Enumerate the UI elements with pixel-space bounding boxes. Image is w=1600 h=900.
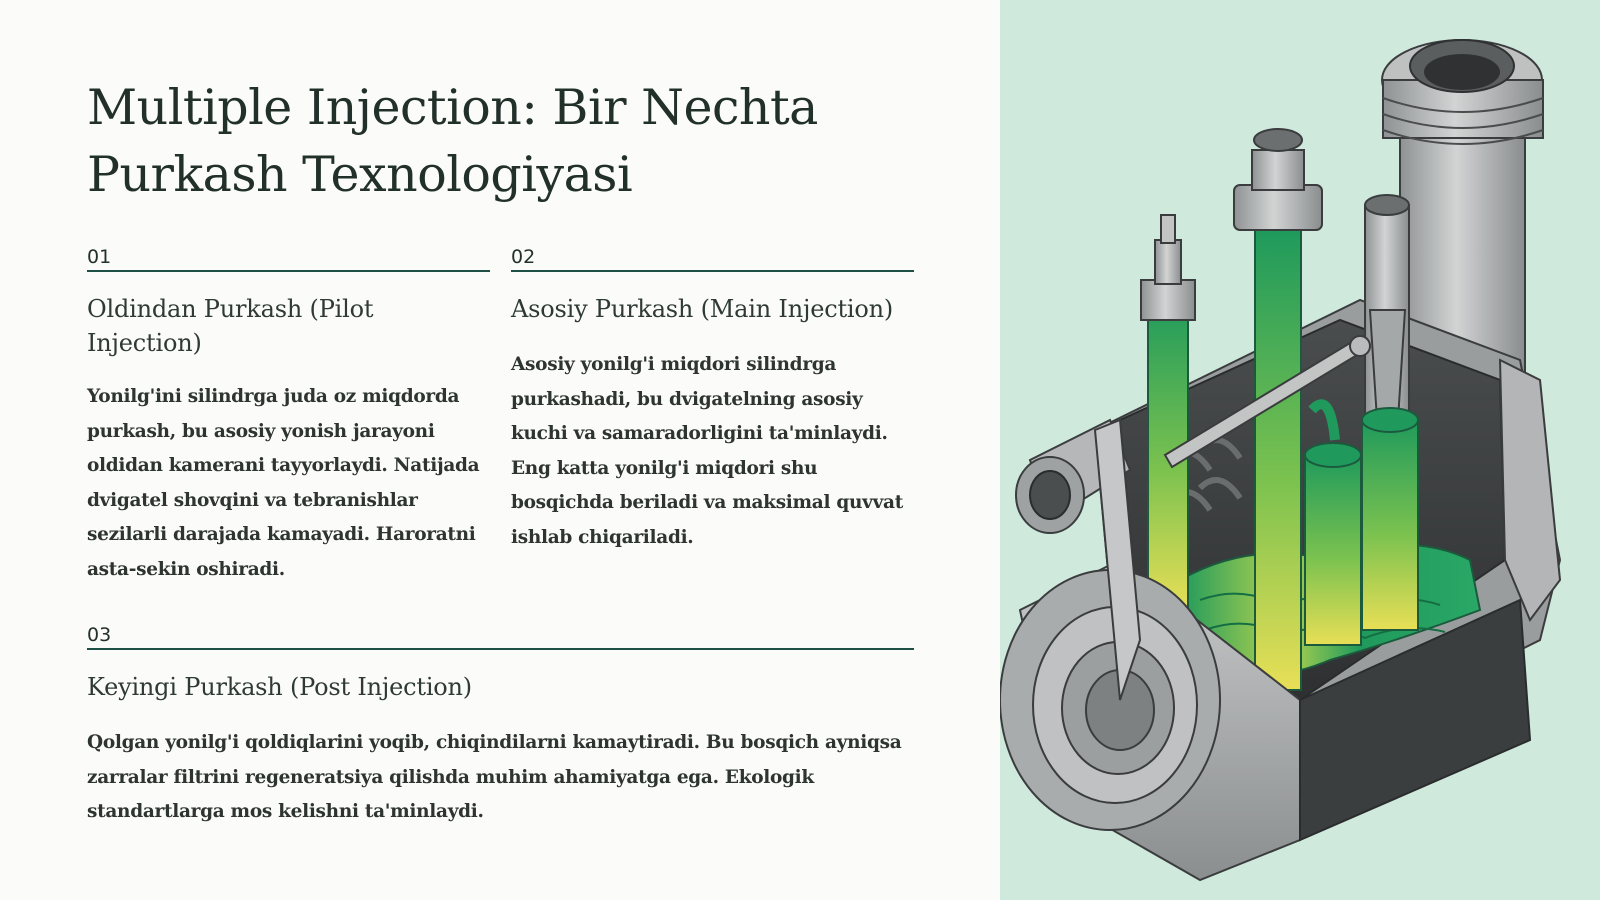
section-number: 03 [87, 624, 914, 650]
section-heading: Keyingi Purkash (Post Injection) [87, 673, 472, 701]
section-heading: Oldindan Purkash (Pilot Injection) [87, 295, 374, 357]
section-body: Asosiy yonilg'i miqdori silindrga purkashadi, bu dvigatelning asosiy kuchi va samaradorligini ta'minlaydi. Eng katta yonilg'i miqdori shu bosqichda beriladi va maksimal quvvat ishlab chiqariladi. [511, 354, 903, 548]
section-post-injection [87, 624, 914, 830]
section-body: Qolgan yonilg'i qoldiqlarini yoqib, chiqindilarni kamaytiradi. Bu bosqich ayniqsa zarralar filtrini regeneratsiya qilishda muhim ahamiyatga ega. Ekologik standartlarga mos kelishni ta'minlaydi. [87, 732, 902, 822]
section-number: 01 [87, 246, 490, 272]
engine-illustration-panel [1000, 0, 1600, 900]
fuel-injector-engine-cutaway-icon [1000, 0, 1600, 900]
section-heading: Asosiy Purkash (Main Injection) [511, 295, 894, 323]
section-main-injection [511, 246, 914, 555]
section-number: 02 [511, 246, 914, 272]
page-title: Multiple Injection: Bir Nechta Purkash Texnologiyasi [87, 79, 818, 203]
section-body: Yonilg'ini silindrga juda oz miqdorda purkash, bu asosiy yonish jarayoni oldidan kamerani tayyorlaydi. Natijada dvigatel shovqini va tebranishlar sezilarli darajada kamayadi. Haroratni asta-sekin oshiradi. [87, 386, 480, 580]
section-pilot-injection [87, 246, 490, 587]
